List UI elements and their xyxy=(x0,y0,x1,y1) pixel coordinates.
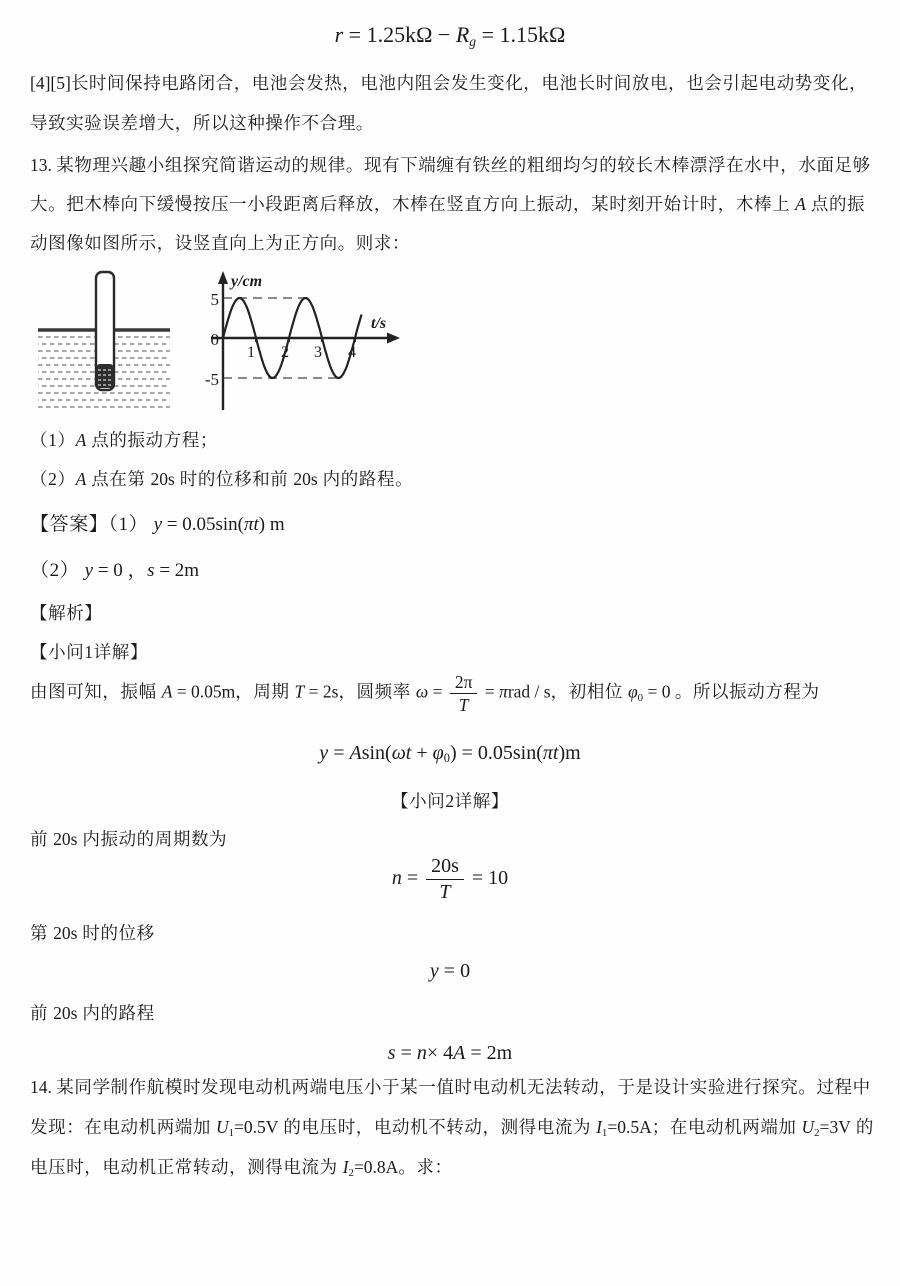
formula-vibration-equation: y = Asin(ωt + φ0) = 0.05sin(πt)m xyxy=(319,742,581,766)
ytick-5: 5 xyxy=(210,290,219,309)
y-axis-label: y/cm xyxy=(231,273,263,290)
y-axis-arrow xyxy=(218,271,228,284)
answer-line2: （2） y = 0 ，s = 2m xyxy=(30,560,200,581)
x-axis-arrow xyxy=(387,333,400,344)
ytick-0: 0 xyxy=(210,330,219,349)
q13-stem-line3: 动图像如图所示，设竖直向上为正方向。则求： xyxy=(30,233,411,253)
iron-wire-coil xyxy=(97,364,113,388)
vibration-graph xyxy=(195,268,445,418)
q13-part1: （1）A 点的振动方程； xyxy=(30,430,218,450)
q14-stem-line3: 电压时，电动机正常转动，测得电流为 I2=0.8A。求： xyxy=(30,1157,453,1180)
xtick-1: 1 xyxy=(247,344,255,361)
x-axis-label: t/s xyxy=(371,315,387,332)
heading-analysis: 【解析】 xyxy=(30,603,103,623)
q14-stem-line1: 14. 某同学制作航模时发现电动机两端电压小于某一值时电动机无法转动，于是设计实验进行探究。过程中 xyxy=(30,1077,871,1097)
para-battery-note-line1: [4][5]长时间保持电路闭合，电池会发热，电池内阻会发生变化，电池长时间放电，也会引起电动势变化， xyxy=(30,73,868,93)
formula-displacement: y = 0 xyxy=(429,960,471,982)
heading-subquestion1: 【小问1详解】 xyxy=(30,642,148,662)
answer-line1: 【答案】（1） y = 0.05sin(πt) m xyxy=(30,514,285,535)
question13-figure xyxy=(30,268,460,418)
explain2-text3: 前 20s 内的路程 xyxy=(30,1003,155,1023)
para-battery-note-line2: 导致实验误差增大，所以这种操作不合理。 xyxy=(30,113,374,133)
q13-stem-line2: 大。把木棒向下缓慢按压一小段距离后释放，木棒在竖直方向上振动，某时刻开始计时，木棒上 A 点的振 xyxy=(30,194,866,214)
explain2-text1: 前 20s 内振动的周期数为 xyxy=(30,829,228,849)
q13-stem-line1: 13. 某物理兴趣小组探究简谐运动的规律。现有下端缠有铁丝的粗细均匀的较长木棒漂浮在水中，水面足够 xyxy=(30,155,871,175)
xtick-4: 4 xyxy=(348,344,356,361)
formula-path-length: s = n× 4A = 2m xyxy=(387,1042,513,1064)
rod-in-water-figure xyxy=(30,268,190,418)
q14-stem-line2: 发现：在电动机两端加 U1=0.5V 的电压时，电动机不转动，测得电流为 I1=0.5A；在电动机两端加 U2=3V 的 xyxy=(30,1117,874,1140)
formula-internal-resistance: r = 1.25kΩ − Rg = 1.15kΩ xyxy=(334,22,566,49)
xtick-3: 3 xyxy=(314,344,322,361)
ytick-minus5: -5 xyxy=(204,370,219,389)
explain2-text2: 第 20s 时的位移 xyxy=(30,923,155,943)
formula-period-count: n = $\frac{20s}{T}$ = 10 xyxy=(391,855,509,903)
heading-subquestion2: 【小问2详解】 xyxy=(391,791,509,811)
xtick-2: 2 xyxy=(281,344,289,361)
q13-part2: （2）A 点在第 20s 时的位移和前 20s 内的路程。 xyxy=(30,469,414,489)
explain1-line: 由图可知，振幅 A = 0.05m，周期 T = 2s，圆频率 ω = $\frac{2\pi}{T}$ = πrad / s，初相位 φ0 = 0 。所以振动方程为 xyxy=(30,672,820,716)
